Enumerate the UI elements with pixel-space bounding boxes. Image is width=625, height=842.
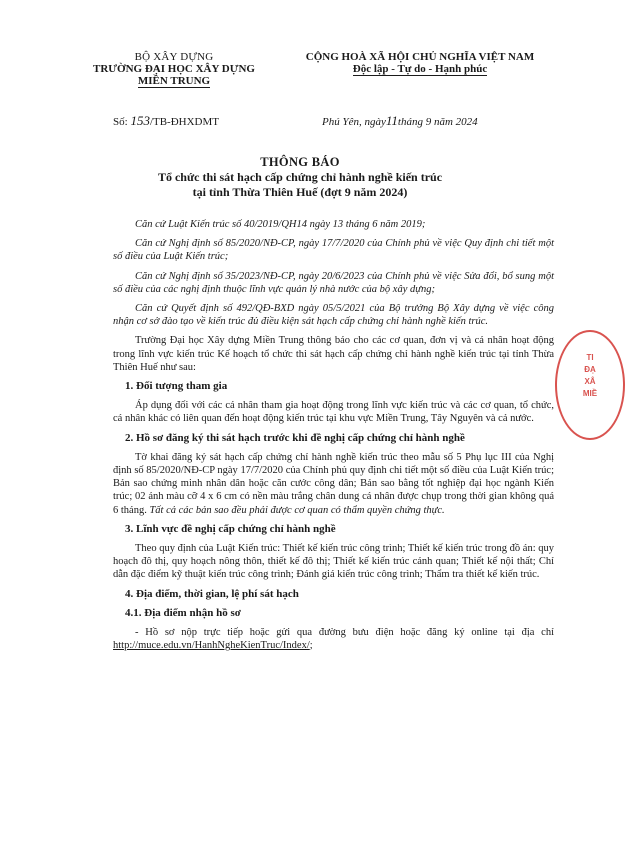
stamp-line-4: MIỀ xyxy=(582,389,598,398)
registration-link[interactable]: http://muce.edu.vn/HanhNgheKienTruc/Index/ xyxy=(113,640,310,652)
legal-basis-2: Căn cứ Nghị định số 85/2020/NĐ-CP, ngày 17/7/2020 của Chính phủ về việc Quy định chi tiết một số điều của Luật Kiến trúc; xyxy=(113,238,554,263)
legal-basis-3: Căn cứ Nghị định số 35/2023/NĐ-CP, ngày 20/6/2023 của Chính phủ về việc Sửa đổi, bổ sung một số điều của các nghị định thuộc lĩnh vực quản lý nhà nước của bộ xây dựng; xyxy=(113,270,554,295)
national-header xyxy=(292,51,548,76)
date-suffix: tháng 9 năm 2024 xyxy=(397,116,478,128)
section-4-1-paragraph xyxy=(113,626,554,652)
section-2-text: Tờ khai đăng ký sát hạch cấp chứng chỉ hành nghề kiến trúc theo mẫu số 5 Phụ lục III của Nghị định số 85/2020/NĐ-CP ngày 17/7/2020 của Chính phủ quy định chi tiết một số điều của Luật Kiến trúc; Bản sao chứng minh nhân dân hoặc căn cước công dân; Bản sao bằng tốt nghiệp đại học ngành Kiến trúc; 02 ảnh màu cỡ 4 x 6 cm có nền màu trắng chân dung cá nhân được chụp trong thời gian không quá 6 tháng. xyxy=(113,451,554,516)
section-3-heading: 3. Lĩnh vực đề nghị cấp chứng chỉ hành nghề xyxy=(125,522,336,535)
issuer-header xyxy=(86,51,262,88)
ref-prefix: Số: xyxy=(113,116,128,128)
school-name-line2: MIỀN TRUNG xyxy=(137,75,211,87)
title-line1: THÔNG BÁO xyxy=(260,155,340,169)
official-stamp xyxy=(555,330,625,440)
ministry-name: BỘ XÂY DỰNG xyxy=(134,51,214,63)
stamp-line-2: ĐẠ xyxy=(584,365,596,374)
stamp-line-3: XÂ xyxy=(584,377,596,386)
date-day: 11 xyxy=(385,113,398,128)
section-2-paragraph xyxy=(113,451,554,517)
title-line2: Tổ chức thi sát hạch cấp chứng chỉ hành nghề kiến trúc xyxy=(157,170,443,184)
nation-name: CỘNG HOÀ XÃ HỘI CHỦ NGHĨA VIỆT NAM xyxy=(305,51,535,63)
title-line3: tại tỉnh Thừa Thiên Huế (đợt 9 năm 2024) xyxy=(192,185,408,199)
section-1-heading: 1. Đối tượng tham gia xyxy=(125,380,228,393)
legal-basis-4: Căn cứ Quyết định số 492/QĐ-BXD ngày 05/5/2021 của Bộ trưởng Bộ Xây dựng về việc công nhận cơ sở đào tạo về kiến trúc đủ điều kiện sát hạch cấp chứng chỉ hành nghề kiến trúc. xyxy=(113,303,554,328)
date-prefix: Phú Yên, ngày xyxy=(322,116,386,128)
document-date xyxy=(322,113,478,129)
national-motto: Độc lập - Tự do - Hạnh phúc xyxy=(352,63,488,75)
school-name-line1: TRƯỜNG ĐẠI HỌC XÂY DỰNG xyxy=(93,63,255,75)
section-4-1-text: - Hồ sơ nộp trực tiếp hoặc gửi qua đường bưu điện hoặc đăng ký online tại địa chỉ xyxy=(135,627,554,639)
document-reference xyxy=(113,113,219,129)
section-1-text: Áp dụng đối với các cá nhân tham gia hoạt động trong lĩnh vực kiến trúc và các cơ quan, tổ chức, cá nhân khác có liên quan đến hoạt động kiến trúc tại khu vực Miền Trung, Tây Nguyên và cả nước. xyxy=(113,400,554,425)
notice-title xyxy=(80,155,520,200)
notice-body xyxy=(113,218,554,658)
section-4-heading: 4. Địa điểm, thời gian, lệ phí sát hạch xyxy=(125,587,299,600)
intro-paragraph: Trường Đại học Xây dựng Miền Trung thông báo cho các cơ quan, đơn vị và cá nhân hoạt động trong lĩnh vực kiến trúc Kế hoạch tổ chức thi sát hạch cấp chứng chỉ hành nghề kiến trúc tại tỉnh Thừa Thiên Huế như sau: xyxy=(113,335,554,373)
ref-number: 153 xyxy=(130,113,150,128)
section-3-text: Theo quy định của Luật Kiến trúc: Thiết kế kiến trúc công trình; Thiết kế kiến trúc trong đồ án: quy hoạch đô thị, quy hoạch nông thôn, thiết kế đô thị; Thiết kế kiến trúc cảnh quan; Thiết kế nội thất; Chỉ dẫn đặc điểm kỹ thuật kiến trúc công trình; Đánh giá kiến trúc công trình; Thẩm tra thiết kế kiến trúc. xyxy=(113,543,554,581)
legal-basis-1: Căn cứ Luật Kiến trúc số 40/2019/QH14 ngày 13 tháng 6 năm 2019; xyxy=(135,219,426,230)
ref-suffix: /TB-ĐHXDMT xyxy=(149,116,219,128)
section-4-1-end: ; xyxy=(309,640,313,652)
section-2-heading: 2. Hồ sơ đăng ký thi sát hạch trước khi đề nghị cấp chứng chỉ hành nghề xyxy=(125,431,465,444)
stamp-line-1: TI xyxy=(586,353,594,362)
section-2-italic-note: Tất cả các bản sao đều phải được cơ quan có thẩm quyền chứng thực. xyxy=(149,504,445,516)
section-4-1-heading: 4.1. Địa điểm nhận hồ sơ xyxy=(125,606,241,619)
